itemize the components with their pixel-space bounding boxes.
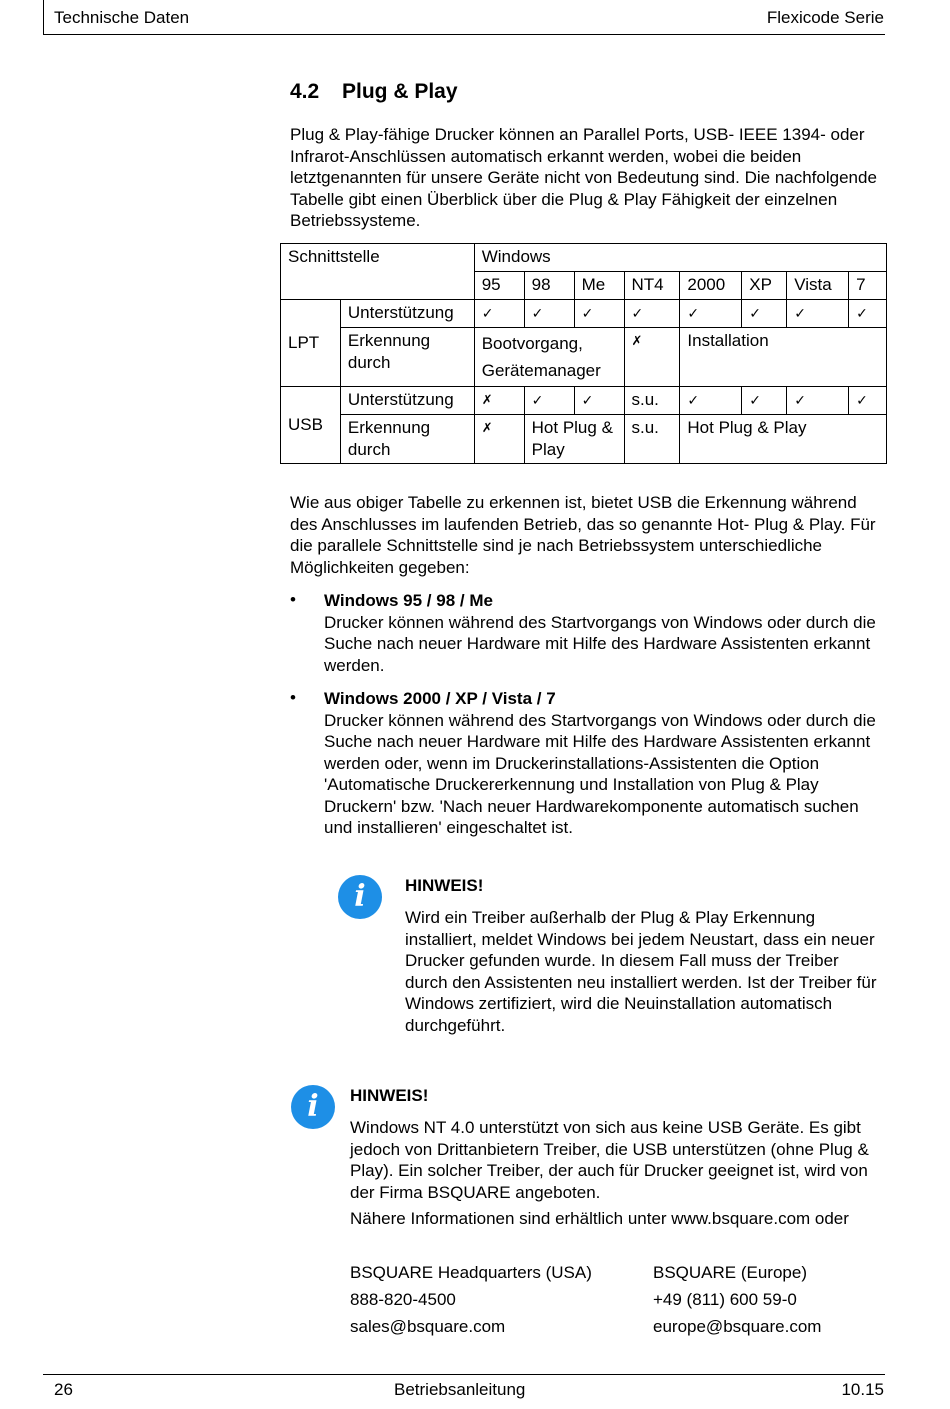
after-table-paragraph: Wie aus obiger Tabelle zu erkennen ist, bietet USB die Erkennung während des Anschlusses im laufenden Betrieb, das so genannte Hot- Plug & Play. Für die parallele Schnittstelle sind je nach Betriebssystem unterschiedliche Möglichkeiten gegeben:: [290, 493, 876, 577]
bullet-item-2: [324, 688, 884, 839]
note-more-info: Nähere Informationen sind erhältlich unter www.bsquare.com oder: [350, 1209, 849, 1228]
cross-icon: ✗: [624, 328, 680, 387]
bullet-marker: •: [290, 590, 296, 609]
note-text: Windows NT 4.0 unterstützt von sich aus keine USB Geräte. Es gibt jedoch von Drittanbietern Treiber, die USB unterstützen (ohne Plug & Play). Ein solcher Treiber, der auch für Drucker geeignet ist, wird von der Firma BSQUARE angeboten.: [350, 1118, 869, 1202]
usb-support-nt: s.u.: [624, 387, 680, 415]
info-icon: i: [291, 1085, 335, 1129]
contact-phone: 888-820-4500: [350, 1290, 456, 1309]
contact-name: BSQUARE Headquarters (USA): [350, 1263, 592, 1282]
check-icon: ✓: [574, 387, 624, 415]
contact-name: BSQUARE (Europe): [653, 1263, 807, 1282]
version-cell: 98: [524, 272, 574, 300]
page-number: 26: [54, 1380, 73, 1399]
lpt-detect-install: Installation: [680, 328, 887, 387]
contact-usa: [350, 1259, 592, 1340]
check-icon: ✓: [474, 300, 524, 328]
check-icon: ✓: [787, 387, 849, 415]
version-cell: XP: [742, 272, 787, 300]
contact-email: europe@bsquare.com: [653, 1317, 822, 1336]
section-title: Plug & Play: [342, 80, 458, 103]
check-icon: ✓: [742, 300, 787, 328]
bullet-item-1: [324, 590, 884, 676]
bullet-title: Windows 95 / 98 / Me: [324, 591, 493, 610]
check-icon: ✓: [524, 387, 574, 415]
plug-and-play-table: [280, 243, 887, 464]
row-label-detect: Erkennung durch: [340, 415, 474, 464]
check-icon: ✓: [849, 387, 887, 415]
check-icon: ✓: [524, 300, 574, 328]
note-title: HINWEIS!: [405, 876, 484, 895]
version-cell: Vista: [787, 272, 849, 300]
check-icon: ✓: [680, 387, 742, 415]
version-cell: 2000: [680, 272, 742, 300]
bullet-text: Drucker können während des Startvorgangs von Windows oder durch die Suche nach neuer Hardware mit Hilfe des Hardware Assistenten erkannt werden.: [324, 612, 876, 675]
header-rule: [43, 34, 885, 35]
version-cell: 7: [849, 272, 887, 300]
usb-label: USB: [281, 387, 341, 464]
usb-detect-nt: s.u.: [624, 415, 680, 464]
row-label-support: Unterstützung: [340, 300, 474, 328]
note-title: HINWEIS!: [350, 1086, 429, 1105]
version-cell: NT4: [624, 272, 680, 300]
check-icon: ✓: [574, 300, 624, 328]
bullet-title: Windows 2000 / XP / Vista / 7: [324, 689, 556, 708]
footer-version: 10.15: [841, 1380, 884, 1399]
version-cell: 95: [474, 272, 524, 300]
header-divider-vertical: [43, 0, 44, 35]
row-label-detect: Erkennung durch: [340, 328, 474, 387]
check-icon: ✓: [624, 300, 680, 328]
contact-europe: [653, 1259, 821, 1340]
bullet-marker: •: [290, 688, 296, 707]
lpt-detect-boot: Bootvorgang, Gerätemanager: [474, 328, 624, 387]
header-windows: Windows: [474, 244, 886, 272]
check-icon: ✓: [680, 300, 742, 328]
usb-detect-hotplug: Hot Plug & Play: [524, 415, 624, 464]
row-label-support: Unterstützung: [340, 387, 474, 415]
check-icon: ✓: [787, 300, 849, 328]
bullet-text: Drucker können während des Startvorgangs von Windows oder durch die Suche nach neuer Hardware mit Hilfe des Hardware Assistenten erkannt werden oder, wenn im Druckerinstallations-Assistenten die Option 'Automatische Druckererkennung und Installation von Plug & Play Druckern' bzw. 'Nach neuer Hardwarekomponente automatisch suchen und installieren' eingeschaltet ist.: [324, 710, 876, 837]
cross-icon: ✗: [474, 387, 524, 415]
footer-title: Betriebsanleitung: [394, 1380, 526, 1399]
header-left: Technische Daten: [54, 8, 190, 27]
note-text: Wird ein Treiber außerhalb der Plug & Play Erkennung installiert, meldet Windows bei jedem Neustart, dass ein neuer Drucker gefunden wurde. In diesem Fall muss der Treiber durch den Assistenten neu installiert werden. Ist der Treiber für Windows zertifiziert, wird die Neuinstallation automatisch durchgeführt.: [405, 908, 877, 1035]
section-heading: [290, 80, 458, 104]
info-icon: i: [338, 875, 382, 919]
cross-icon: ✗: [474, 415, 524, 464]
header-blank: [281, 272, 475, 300]
intro-paragraph: Plug & Play-fähige Drucker können an Parallel Ports, USB- IEEE 1394- oder Infrarot-Anschlüssen automatisch erkannt werden, wobei die beiden letztgenannten für unsere Geräte nicht von Bedeutung sind. Die nachfolgende Tabelle gibt einen Überblick über die Plug & Play Fähigkeit der einzelnen Betriebssysteme.: [290, 125, 877, 230]
check-icon: ✓: [742, 387, 787, 415]
check-icon: ✓: [849, 300, 887, 328]
contact-email: sales@bsquare.com: [350, 1317, 506, 1336]
header-interface: Schnittstelle: [281, 244, 475, 272]
usb-detect-hotplug-rest: Hot Plug & Play: [680, 415, 887, 464]
footer-rule: [43, 1374, 885, 1375]
section-number: 4.2: [290, 80, 320, 103]
version-cell: Me: [574, 272, 624, 300]
contact-phone: +49 (811) 600 59-0: [653, 1290, 797, 1309]
header-right: Flexicode Serie: [766, 8, 884, 27]
lpt-label: LPT: [281, 300, 341, 387]
